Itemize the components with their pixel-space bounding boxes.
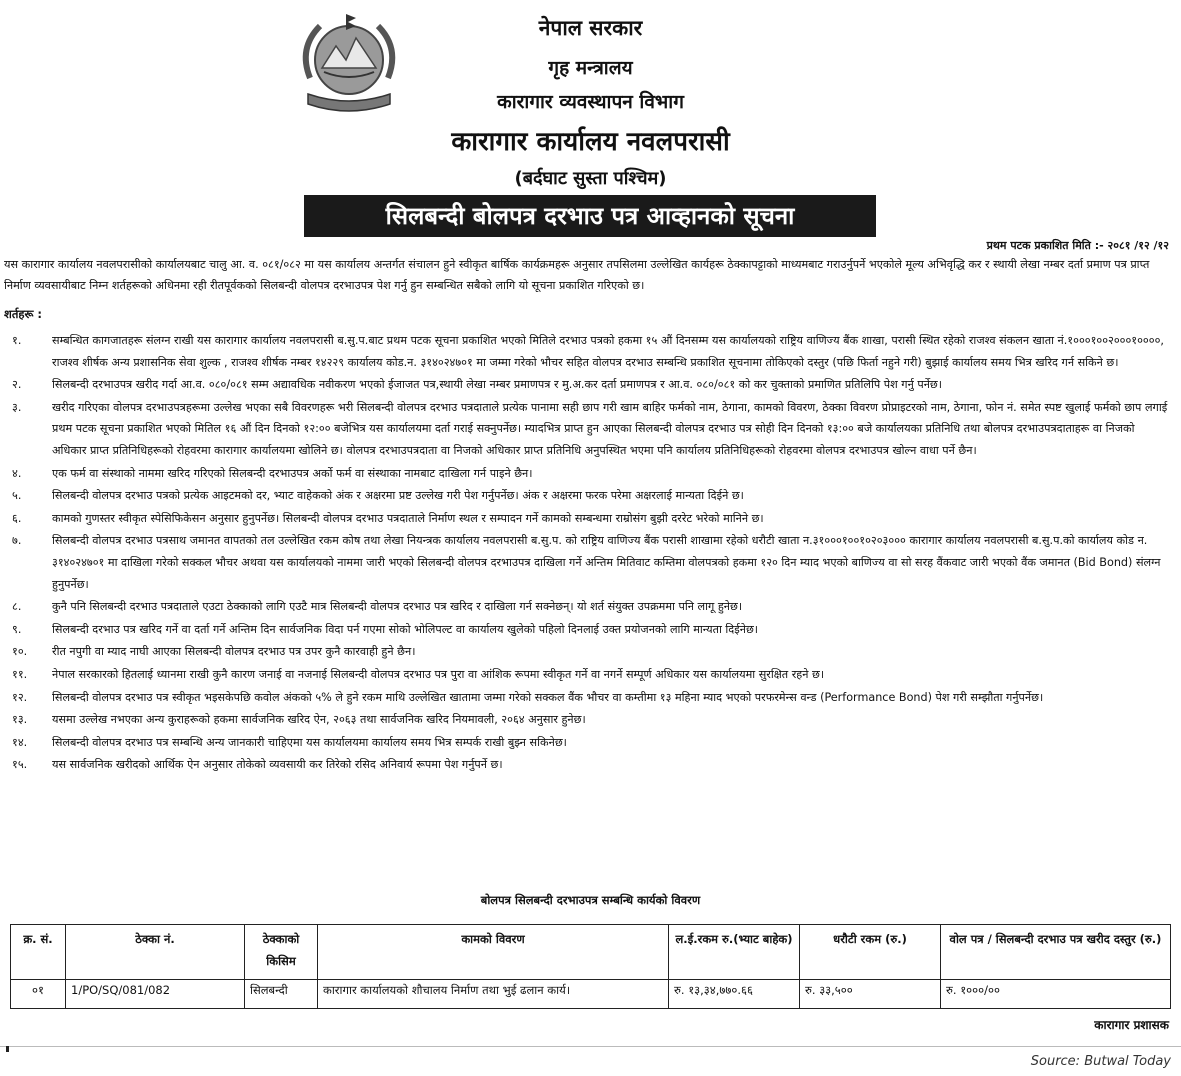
col-header-deposit: धरौटी रकम (रु.) bbox=[800, 925, 941, 980]
source-credit: Source: Butwal Today bbox=[1030, 1054, 1171, 1069]
condition-number: ९. bbox=[12, 622, 22, 636]
condition-item bbox=[0, 485, 1171, 507]
table-cell: रु. १०००/०० bbox=[941, 980, 1171, 1009]
condition-item bbox=[0, 687, 1171, 709]
condition-number: १२. bbox=[12, 690, 28, 704]
condition-number: ६. bbox=[12, 511, 22, 525]
table-caption: बोलपत्र सिलबन्दी दरभाउपत्र सम्बन्धि कार्यको विवरण bbox=[480, 893, 701, 907]
bullet-mark bbox=[6, 1046, 9, 1052]
col-header-contract-type: ठेक्काको किसिम bbox=[245, 925, 318, 980]
condition-item bbox=[0, 641, 1171, 663]
condition-text: नेपाल सरकारको हितलाई ध्यानमा राखी कुनै कारण जनाई वा नजनाई सिलबन्दी वोलपत्र दरभाउ पत्र पुरा वा आंशिक रूपमा स्वीकृत गर्ने वा नगर्ने सम्पूर्ण अधिकार यस कार्यालयमा सुरक्षित रहने छ। bbox=[52, 667, 825, 681]
condition-item bbox=[0, 463, 1171, 485]
condition-text: सिलबन्दी दरभाउपत्र खरीद गर्दा आ.व. ०८०/०८१ सम्म अद्यावधिक नवीकरण भएको ईजाजत पत्र,स्थायी लेखा नम्बर प्रमाणपत्र र मु.अ.कर दर्ता प्रमाणपत्र र आ.व. ०८०/०८१ को कर चुक्ताको प्रमाणित प्रतिलिपि पेश गर्नु पर्नेछ। bbox=[52, 378, 943, 392]
col-header-contract-no: ठेक्का नं. bbox=[66, 925, 245, 980]
ministry-name: गृह मन्त्रालय bbox=[548, 57, 633, 79]
condition-number: १४. bbox=[12, 735, 28, 749]
condition-text: सिलबन्दी वोलपत्र दरभाउ पत्रसाथ जमानत वापतको तल उल्लेखित रकम कोष तथा लेखा नियन्त्रक कार्यालय नवलपरासी ब.सु.प. को राष्ट्रिय वाणिज्य बैंक परासी शाखामा रहेको धरौटी खाता न.३१०००१००१०२०३००० कारागार कार्यालय नवलपरासी ब.सु.प.को कार्यालय कोड न. ३१४०२४७०१ मा दाखिला गरेको सक्कल भौचर अथवा यस कार्यालयको नाममा जारी भएको सिलबन्दी वोलपत्र दरभाउपत्र दाखिला गर्ने अन्तिम मितिवाट कम्तिमा वोलपत्रको हकमा १२० दिन म्याद भएको बाणिज्य वा सो सरह वैंकवाट जारी भएको वैंक जमानत (Bid Bond) संलग्न हुनुपर्नेछ। bbox=[52, 534, 1161, 591]
table-cell: सिलबन्दी bbox=[245, 980, 318, 1009]
office-name: कारागार कार्यालय नवलपरासी bbox=[451, 127, 730, 157]
table-cell: रु. ३३,५०० bbox=[800, 980, 941, 1009]
notice-title: सिलबन्दी बोलपत्र दरभाउ पत्र आव्हानको सूचना bbox=[304, 195, 876, 237]
condition-number: १. bbox=[12, 334, 22, 347]
condition-text: यस सार्वजनिक खरीदको आर्थिक ऐन अनुसार तोकेको व्यवसायी कर तिरेको रसिद अनिवार्य रूपमा पेश गर्नुपर्ने छ। bbox=[52, 758, 503, 772]
table-row bbox=[11, 980, 1171, 1009]
conditions-list bbox=[0, 330, 1171, 777]
condition-number: २. bbox=[12, 378, 22, 392]
table-cell: 1/PO/SQ/081/082 bbox=[66, 980, 245, 1009]
condition-item bbox=[0, 397, 1171, 462]
condition-number: ८. bbox=[12, 600, 22, 614]
condition-number: ११. bbox=[12, 667, 28, 681]
intro-paragraph: यस कारागार कार्यालय नवलपरासीको कार्यालयबाट चालु आ. व. ०८१/०८२ मा यस कार्यालय अन्तर्गत संचालन हुने स्वीकृत बार्षिक कार्यक्रमहरू अनुसार तपसिलमा उल्लेखित कार्यहरू ठेक्कापट्टाको माध्यमबाट गराउर्नुपर्ने भएकोले मूल्य अभिवृद्धि कर र स्थायी लेखा नम्बर दर्ता प्रमाण पत्र प्राप्त निर्माण व्यवसायीबाट निम्न शर्तहरूको अधिनमा रही रीतपूर्वकको सिलबन्दी वोलपत्र दरभाउपत्र पेश गर्नु हुन सम्बन्धित सबैको लागि यो सूचना प्रकाशित गरिएको छ। bbox=[4, 258, 1150, 292]
condition-item bbox=[0, 330, 1171, 373]
table-cell: रु. १३,३४,७७०.६६ bbox=[669, 980, 800, 1009]
condition-number: ५. bbox=[12, 489, 22, 503]
condition-text: खरीद गरिएका वोलपत्र दरभाउपत्रहरूमा उल्लेख भएका सबै विवरणहरू भरी सिलबन्दी वोलपत्र दरभाउ पत्रदाताले प्रत्येक पानामा सही छाप गरी खाम बाहिर फर्मको नाम, ठेगाना, कामको विवरण, ठेक्का विवरण प्रोप्राइटरको नाम, ठेगाना, फोन नं. समेत स्पष्ट खुलाई फर्मको छाप लगाई प्रथम पटक सूचना प्रकाशित भएको मितिल १६ औं दिन दिनको १२:०० बजेभित्र यस कार्यालयमा दर्ता गराई सक्नुपर्नेछ। म्यादभित्र प्राप्त हुन आएका सिलबन्दी वोलपत्र दरभाउ पत्र सोही दिन दिनको १३:०० बजे कार्यालयका प्रतिनिधि तथा बोलपत्र दरभाउपत्रदाताहरू वा निजको अधिकार प्राप्त प्रतिनिधिहरूको रोहवरमा कारागार कार्यालयमा खोलिने छ। वोलपत्र दरभाउपत्रदाता वा निजको अधिकार प्राप्त प्रतिनिधि अनुपस्थित भएमा पनि कार्यालय प्रतिनिधिहरूको रोहवरमा वोलपत्र दरभाउपत्र खोल्न वाधा पर्ने छैन। bbox=[52, 400, 1168, 457]
works-table bbox=[10, 924, 1171, 1009]
condition-item bbox=[0, 732, 1171, 754]
table-header-row bbox=[11, 925, 1171, 980]
condition-item bbox=[0, 530, 1171, 595]
condition-number: ३. bbox=[12, 400, 22, 414]
condition-text: सिलबन्दी वोलपत्र दरभाउ पत्रको प्रत्येक आइटमको दर, भ्याट वाहेकको अंक र अक्षरमा प्रष्ट उल्लेख गरी पेश गर्नुपर्नेछ। अंक र अक्षरमा फरक परेमा अक्षरलाई मान्यता दिईने छ। bbox=[52, 489, 744, 503]
condition-number: ४. bbox=[12, 466, 22, 480]
divider bbox=[0, 1046, 1181, 1047]
condition-item bbox=[0, 619, 1171, 641]
publication-date: प्रथम पटक प्रकाशित मिति :- २०८१ /१२ /१२ bbox=[986, 239, 1169, 252]
condition-text: कामको गुणस्तर स्वीकृत स्पेसिफिकेसन अनुसार हुनुपर्नेछ। सिलबन्दी वोलपत्र दरभाउ पत्रदाताले निर्माण स्थल र सम्पादन गर्ने कामको सम्बन्धमा राम्रोसंग बुझी दररेट भरेको मानिने छ। bbox=[52, 511, 764, 525]
table-cell: ०१ bbox=[11, 980, 66, 1009]
conditions-heading: शर्तहरू : bbox=[4, 307, 43, 321]
department-name: कारागार व्यवस्थापन विभाग bbox=[497, 91, 684, 113]
govt-name: नेपाल सरकार bbox=[538, 16, 643, 40]
condition-item bbox=[0, 508, 1171, 530]
condition-number: १०. bbox=[12, 645, 28, 659]
condition-number: १५. bbox=[12, 758, 28, 772]
condition-item bbox=[0, 709, 1171, 731]
condition-text: रीत नपुगी वा म्याद नाघी आएका सिलबन्दी वोलपत्र दरभाउ पत्र उपर कुनै कारवाही हुने छैन। bbox=[52, 645, 416, 659]
office-location: (बर्दघाट सुस्ता पश्चिम) bbox=[514, 168, 667, 189]
col-header-sn: क्र. सं. bbox=[11, 925, 66, 980]
col-header-work-description: कामको विवरण bbox=[318, 925, 669, 980]
condition-item bbox=[0, 754, 1171, 776]
condition-text: सिलबन्दी वोलपत्र दरभाउ पत्र स्वीकृत भइसकेपछि कवोल अंकको ५% ले हुने रकम माथि उल्लेखित खातामा जम्मा गरेको सक्कल वैंक भौचर वा कम्तीमा १३ महिना म्याद भएको परफरमेन्स वन्ड (Performance Bond) पेश गरी सम्झौता गर्नुपर्नेछ। bbox=[52, 690, 1044, 704]
condition-item bbox=[0, 374, 1171, 396]
condition-number: ७. bbox=[12, 534, 22, 548]
table-cell: कारागार कार्यालयको शौचालय निर्माण तथा भुई ढलान कार्य। bbox=[318, 980, 669, 1009]
condition-text: सिलबन्दी दरभाउ पत्र खरिद गर्ने वा दर्ता गर्ने अन्तिम दिन सार्वजनिक विदा पर्न गएमा सोको भोलिपल्ट वा कार्यालय खुलेको पहिलो दिनलाई उक्त प्रयोजनको लागि मान्यता दिईनेछ। bbox=[52, 622, 759, 636]
condition-text: यसमा उल्लेख नभएका अन्य कुराहरूको हकमा सार्वजनिक खरिद ऐन, २०६३ तथा सार्वजनिक खरिद नियमावली, २०६४ अनुसार हुनेछ। bbox=[52, 713, 586, 727]
condition-text: कुनै पनि सिलबन्दी दरभाउ पत्रदाताले एउटा ठेक्काको लागि एउटै मात्र सिलबन्दी वोलपत्र दरभाउ पत्र खरिद र दाखिला गर्न सक्नेछन्। यो शर्त संयुक्त उपक्रममा पनि लागू हुनेछ। bbox=[52, 600, 743, 614]
condition-number: १३. bbox=[12, 713, 28, 727]
condition-text: सम्बन्धित कागजातहरू संलग्न राखी यस कारागार कार्यालय नवलपरासी ब.सु.प.बाट प्रथम पटक सूचना प्रकाशित भएको मितिले दरभाउ पत्रको हकमा १५ औं दिनसम्म यस कार्यालयको राष्ट्रिय वाणिज्य बैंक शाखा, परासी स्थित रहेको राजश्व संकलन खाता नं.१०००१००२०००१००००, राजश्व शीर्षक अन्य प्रशासनिक सेवा शुल्क , राजश्व शीर्षक नम्बर १४२२९ कार्यालय कोड.न. ३१४०२४७०१ मा जम्मा गरेको भौचर सहित वोलपत्र दरभाउ सम्बन्धि प्रकाशित सूचनामा तोकिएको दस्तुर (पछि फिर्ता नहुने गरी) बुझाई कार्यालय समय भित्र खरिद गर्न सकिने छ। bbox=[52, 334, 1164, 369]
condition-item bbox=[0, 596, 1171, 618]
signoff: कारागार प्रशासक bbox=[1094, 1018, 1169, 1032]
condition-item bbox=[0, 664, 1171, 686]
condition-text: एक फर्म वा संस्थाको नाममा खरिद गरिएको सिलबन्दी दरभाउपत्र अर्को फर्म वा संस्थाका नामबाट दाखिला गर्न पाइने छैन। bbox=[52, 466, 533, 480]
col-header-bid-fee: वोल पत्र / सिलबन्दी दरभाउ पत्र खरीद दस्तुर (रु.) bbox=[941, 925, 1171, 980]
col-header-estimate: ल.ई.रकम रु.(भ्याट बाहेक) bbox=[669, 925, 800, 980]
condition-text: सिलबन्दी वोलपत्र दरभाउ पत्र सम्बन्धि अन्य जानकारी चाहिएमा यस कार्यालयमा कार्यालय समय भित्र सम्पर्क राखी बुझ्न सकिनेछ। bbox=[52, 735, 567, 749]
